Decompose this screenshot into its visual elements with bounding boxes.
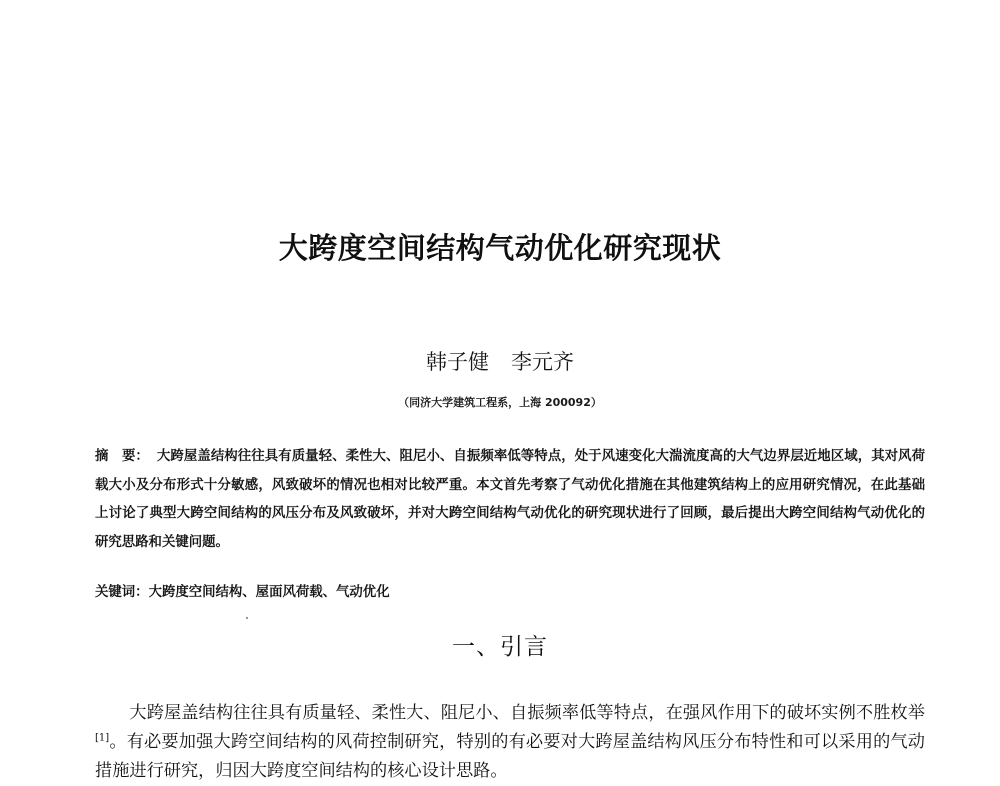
keywords: [95, 581, 925, 605]
keywords-text: 大跨度空间结构、屋面风荷载、气动优化: [148, 585, 390, 600]
intro-paragraph: [95, 699, 925, 786]
author-name: 韩子健: [426, 350, 489, 374]
abstract-label: 摘 要：: [95, 449, 149, 464]
scan-speck: [246, 617, 248, 619]
intro-text-part2: 。有必要加强大跨空间结构的风荷控制研究，特别的有必要对大跨屋盖结构风压分布特性和可以采用的气动措施进行研究，归因大跨度空间结构的核心设计思路。: [95, 732, 925, 781]
author-line: [0, 346, 1000, 376]
affiliation: （同济大学建筑工程系，上海 200092）: [398, 396, 602, 409]
citation-marker: [1]: [95, 732, 110, 744]
abstract: [95, 443, 925, 557]
keywords-label: 关键词：: [95, 585, 149, 600]
author-name: 李元齐: [511, 350, 574, 374]
paper-title: 大跨度空间结构气动优化研究现状: [278, 231, 722, 265]
intro-text-part1: 大跨屋盖结构往往具有质量轻、柔性大、阻尼小、自振频率低等特点，在强风作用下的破坏实例不胜枚举: [129, 703, 925, 723]
abstract-text: 大跨屋盖结构往往具有质量轻、柔性大、阻尼小、自振频率低等特点，处于风速变化大湍流度高的大气边界层近地区域，其对风荷载大小及分布形式十分敏感，风致破坏的情况也相对比较严重。本文首先考察了气动优化措施在其他建筑结构上的应用研究情况，在此基础上讨论了典型大跨空间结构的风压分布及风致破坏，并对大跨空间结构气动优化的研究现状进行了回顾，最后提出大跨空间结构气动优化的研究思路和关键问题。: [95, 449, 926, 550]
section-heading: 一、引言: [452, 634, 548, 660]
